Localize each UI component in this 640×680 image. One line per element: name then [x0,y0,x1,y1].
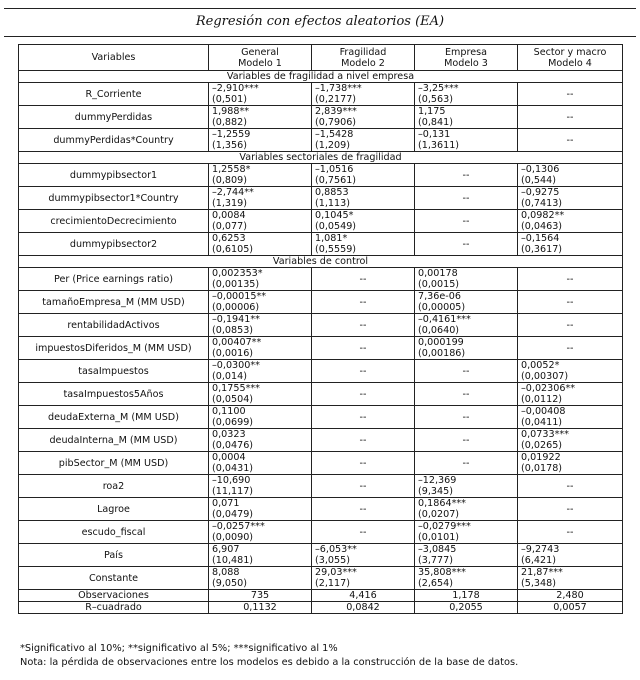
table-row [19,291,623,314]
model-1-cell [209,406,312,429]
note-footnote: Nota: la pérdida de observaciones entre los modelos es debido a la construcción de la base de datos. [20,657,519,668]
variable-name: Lagroe [19,498,209,521]
standard-error: (0,00006) [212,302,260,313]
model-2-cell [312,106,415,129]
coefficient: –2,744** [212,187,254,198]
standard-error: (0,3617) [521,244,563,255]
coefficient: –0,0279*** [418,521,471,532]
model-3-cell [415,429,518,452]
standard-error: (0,0207) [418,509,460,520]
header-variables: Variables [19,45,209,71]
variable-name: dummypibsector1 [19,164,209,187]
model-2-cell [312,429,415,452]
header-model-1: General Modelo 1 [209,45,312,71]
table-row [19,233,623,256]
stat-value: 0,0057 [518,602,623,614]
coefficient: –2,910*** [212,83,259,94]
standard-error: (9,050) [212,578,247,589]
model-1-cell [209,383,312,406]
coefficient: 0,00407** [212,337,262,348]
standard-error: (6,421) [521,555,556,566]
model-1-cell [209,475,312,498]
coefficient: 8,088 [212,567,240,578]
empty-mark: -- [462,192,470,204]
model-3-cell [415,521,518,544]
coefficient: 0,6253 [212,233,246,244]
coefficient: 21,87*** [521,567,563,578]
coefficient: 0,8853 [315,187,349,198]
model-3-cell [415,498,518,521]
table-row [19,498,623,521]
standard-error: (0,7413) [521,198,563,209]
model-4-cell [518,406,623,429]
table-row [19,337,623,360]
variable-name: rentabilidadActivos [19,314,209,337]
variable-name: tasaImpuestos5Años [19,383,209,406]
significance-footnote: *Significativo al 10%; **significativo al 5%; ***significativo al 1% [20,643,338,654]
stat-value: 0,2055 [415,602,518,614]
standard-error: (0,0411) [521,417,563,428]
coefficient: 2,839*** [315,106,357,117]
variable-name: tamañoEmpresa_M (MM USD) [19,291,209,314]
standard-error: (0,882) [212,117,247,128]
model-3-cell [415,314,518,337]
standard-error: (0,809) [212,175,247,186]
model-3-cell [415,544,518,567]
model-3-cell [415,268,518,291]
empty-mark: -- [462,238,470,250]
empty-mark: -- [566,296,574,308]
model-4-cell [518,337,623,360]
model-2-cell [312,406,415,429]
stat-name: R–cuadrado [19,602,209,614]
variable-name: Constante [19,567,209,590]
model-1-cell [209,452,312,475]
section-title: Variables de control [19,256,623,268]
empty-mark: -- [359,273,367,285]
section-row [19,71,623,83]
coefficient: 0,0323 [212,429,246,440]
empty-mark: -- [359,388,367,400]
standard-error: (0,00186) [418,348,466,359]
standard-error: (0,563) [418,94,453,105]
empty-mark: -- [359,480,367,492]
model-1-cell [209,268,312,291]
model-1-cell [209,291,312,314]
standard-error: (0,6105) [212,244,254,255]
model-1-cell [209,429,312,452]
coefficient: 6,907 [212,544,240,555]
table-row [19,567,623,590]
coefficient: –1,5428 [315,129,354,140]
model-4-cell [518,429,623,452]
header-model-3: Empresa Modelo 3 [415,45,518,71]
stat-value: 2,480 [518,590,623,602]
coefficient: 1,988** [212,106,250,117]
model-1-cell [209,521,312,544]
coefficient: –6,053** [315,544,357,555]
standard-error: (0,0504) [212,394,254,405]
model-2-cell [312,314,415,337]
model-4-cell [518,164,623,187]
model-2-cell [312,475,415,498]
standard-error: (1,113) [315,198,350,209]
table-row [19,83,623,106]
model-1-cell [209,83,312,106]
empty-mark: -- [359,503,367,515]
standard-error: (0,0853) [212,325,254,336]
coefficient: 0,0733*** [521,429,569,440]
empty-mark: -- [566,526,574,538]
coefficient: 0,002353* [212,268,263,279]
model-3-cell [415,360,518,383]
coefficient: –9,2743 [521,544,560,555]
standard-error: (0,501) [212,94,247,105]
variable-name: tasaImpuestos [19,360,209,383]
coefficient: –3,25*** [418,83,459,94]
model-3-cell [415,83,518,106]
model-2-cell [312,521,415,544]
section-title: Variables de fragilidad a nivel empresa [19,71,623,83]
model-2-cell [312,498,415,521]
variable-name: impuestosDiferidos_M (MM USD) [19,337,209,360]
model-3-cell [415,406,518,429]
coefficient: 1,175 [418,106,446,117]
model-4-cell [518,187,623,210]
model-2-cell [312,187,415,210]
table-row [19,360,623,383]
model-1-cell [209,106,312,129]
stat-row [19,602,623,614]
empty-mark: -- [566,273,574,285]
standard-error: (1,319) [212,198,247,209]
variable-name: Per (Price earnings ratio) [19,268,209,291]
table-row [19,106,623,129]
model-2-cell [312,360,415,383]
stat-name: Observaciones [19,590,209,602]
model-2-cell [312,383,415,406]
standard-error: (0,0090) [212,532,254,543]
variable-name: deudaInterna_M (MM USD) [19,429,209,452]
coefficient: 7,36e-06 [418,291,461,302]
empty-mark: -- [462,434,470,446]
standard-error: (2,654) [418,578,453,589]
empty-mark: -- [359,457,367,469]
model-4-cell [518,383,623,406]
coefficient: –12,369 [418,475,457,486]
model-3-cell [415,187,518,210]
empty-mark: -- [359,526,367,538]
model-3-cell [415,129,518,152]
table-row [19,452,623,475]
table-row [19,210,623,233]
standard-error: (0,7561) [315,175,357,186]
model-2-cell [312,129,415,152]
empty-mark: -- [359,342,367,354]
model-3-cell [415,337,518,360]
model-4-cell [518,567,623,590]
empty-mark: -- [462,457,470,469]
model-4-cell [518,314,623,337]
variable-name: País [19,544,209,567]
standard-error: (0,0463) [521,221,563,232]
table-title: Regresión con efectos aleatorios (EA) [195,14,445,29]
coefficient: –0,0300** [212,360,260,371]
table-body [19,71,623,614]
stat-value: 1,178 [415,590,518,602]
coefficient: –0,9275 [521,187,560,198]
model-4-cell [518,360,623,383]
standard-error: (11,117) [212,486,254,497]
table-row [19,268,623,291]
coefficient: 0,1864*** [418,498,466,509]
standard-error: (0,0016) [212,348,254,359]
model-1-cell [209,337,312,360]
standard-error: (1,209) [315,140,350,151]
standard-error: (0,0112) [521,394,563,405]
variable-name: dummyPerdidas*Country [19,129,209,152]
model-1-cell [209,210,312,233]
standard-error: (0,0476) [212,440,254,451]
model-4-cell [518,291,623,314]
standard-error: (0,00135) [212,279,260,290]
model-4-cell [518,210,623,233]
model-4-cell [518,498,623,521]
section-row [19,256,623,268]
model-2-cell [312,452,415,475]
empty-mark: -- [359,365,367,377]
variable-name: deudaExterna_M (MM USD) [19,406,209,429]
empty-mark: -- [566,111,574,123]
model-1-cell [209,164,312,187]
coefficient: 29,03*** [315,567,357,578]
empty-mark: -- [566,503,574,515]
model-3-cell [415,106,518,129]
coefficient: 0,000199 [418,337,464,348]
header-model-4: Sector y macro Modelo 4 [518,45,623,71]
standard-error: (2,117) [315,578,350,589]
standard-error: (0,0479) [212,509,254,520]
standard-error: (0,00307) [521,371,569,382]
standard-error: (0,014) [212,371,247,382]
model-4-cell [518,129,623,152]
coefficient: –0,1941** [212,314,260,325]
model-2-cell [312,291,415,314]
coefficient: –1,0516 [315,164,354,175]
standard-error: (0,544) [521,175,556,186]
coefficient: 0,1045* [315,210,354,221]
standard-error: (10,481) [212,555,254,566]
model-4-cell [518,521,623,544]
table-row [19,187,623,210]
coefficient: 35,808*** [418,567,466,578]
model-3-cell [415,475,518,498]
empty-mark: -- [462,169,470,181]
standard-error: (0,0178) [521,463,563,474]
model-2-cell [312,337,415,360]
coefficient: –0,0257*** [212,521,265,532]
coefficient: –0,131 [418,129,451,140]
standard-error: (0,0015) [418,279,460,290]
empty-mark: -- [462,365,470,377]
model-2-cell [312,210,415,233]
standard-error: (0,0640) [418,325,460,336]
stat-row [19,590,623,602]
top-rule [4,8,636,9]
coefficient: 0,1100 [212,406,246,417]
stat-value: 735 [209,590,312,602]
coefficient: 1,2558* [212,164,251,175]
table-row [19,521,623,544]
standard-error: (0,0431) [212,463,254,474]
coefficient: 0,0084 [212,210,246,221]
header-model-2: Fragilidad Modelo 2 [312,45,415,71]
model-1-cell [209,567,312,590]
model-3-cell [415,291,518,314]
empty-mark: -- [359,411,367,423]
variable-name: R_Corriente [19,83,209,106]
section-title: Variables sectoriales de fragilidad [19,152,623,164]
empty-mark: -- [359,319,367,331]
model-3-cell [415,233,518,256]
coefficient: 1,081* [315,233,348,244]
variable-name: pibSector_M (MM USD) [19,452,209,475]
coefficient: –0,1564 [521,233,560,244]
model-4-cell [518,233,623,256]
regression-table [18,44,623,614]
coefficient: 0,0004 [212,452,246,463]
standard-error: (0,077) [212,221,247,232]
table-row [19,314,623,337]
stat-value: 0,1132 [209,602,312,614]
model-1-cell [209,233,312,256]
coefficient: –10,690 [212,475,251,486]
empty-mark: -- [359,434,367,446]
standard-error: (0,0265) [521,440,563,451]
variable-name: dummypibsector2 [19,233,209,256]
empty-mark: -- [566,342,574,354]
title-rule [4,36,636,37]
coefficient: –1,2559 [212,129,251,140]
coefficient: –0,1306 [521,164,560,175]
standard-error: (3,055) [315,555,350,566]
standard-error: (0,0101) [418,532,460,543]
standard-error: (0,7906) [315,117,357,128]
model-2-cell [312,544,415,567]
variable-name: crecimientoDecrecimiento [19,210,209,233]
model-1-cell [209,360,312,383]
model-2-cell [312,268,415,291]
model-4-cell [518,268,623,291]
table-row [19,164,623,187]
table-row [19,406,623,429]
empty-mark: -- [566,88,574,100]
model-4-cell [518,106,623,129]
model-1-cell [209,187,312,210]
model-4-cell [518,544,623,567]
variable-name: dummypibsector1*Country [19,187,209,210]
empty-mark: -- [566,319,574,331]
standard-error: (3,777) [418,555,453,566]
coefficient: 0,071 [212,498,240,509]
coefficient: –1,738*** [315,83,362,94]
table-row [19,383,623,406]
model-3-cell [415,383,518,406]
standard-error: (0,2177) [315,94,357,105]
model-4-cell [518,475,623,498]
standard-error: (0,841) [418,117,453,128]
standard-error: (5,348) [521,578,556,589]
table-row [19,544,623,567]
stat-value: 0,0842 [312,602,415,614]
model-2-cell [312,164,415,187]
variable-name: roa2 [19,475,209,498]
table-row [19,129,623,152]
coefficient: 0,0052* [521,360,560,371]
stat-value: 4,416 [312,590,415,602]
standard-error: (1,356) [212,140,247,151]
table-row [19,475,623,498]
empty-mark: -- [566,134,574,146]
model-2-cell [312,567,415,590]
model-1-cell [209,314,312,337]
model-3-cell [415,164,518,187]
model-3-cell [415,210,518,233]
variable-name: escudo_fiscal [19,521,209,544]
model-3-cell [415,452,518,475]
model-1-cell [209,129,312,152]
empty-mark: -- [462,411,470,423]
coefficient: –0,00015** [212,291,267,302]
empty-mark: -- [462,215,470,227]
model-1-cell [209,544,312,567]
variable-name: dummyPerdidas [19,106,209,129]
model-4-cell [518,452,623,475]
model-3-cell [415,567,518,590]
footnotes [20,642,518,670]
model-4-cell [518,83,623,106]
empty-mark: -- [566,480,574,492]
standard-error: (9,345) [418,486,453,497]
standard-error: (0,0699) [212,417,254,428]
standard-error: (1,3611) [418,140,460,151]
header-row [19,45,623,71]
empty-mark: -- [462,388,470,400]
coefficient: –3,0845 [418,544,457,555]
section-row [19,152,623,164]
standard-error: (0,00005) [418,302,466,313]
coefficient: –0,02306** [521,383,576,394]
coefficient: 0,1755*** [212,383,260,394]
model-1-cell [209,498,312,521]
model-2-cell [312,233,415,256]
coefficient: –0,4161*** [418,314,471,325]
coefficient: 0,01922 [521,452,561,463]
empty-mark: -- [359,296,367,308]
table-row [19,429,623,452]
standard-error: (0,5559) [315,244,357,255]
coefficient: 0,0982** [521,210,565,221]
coefficient: 0,00178 [418,268,458,279]
standard-error: (0,0549) [315,221,357,232]
model-2-cell [312,83,415,106]
coefficient: –0,00408 [521,406,566,417]
